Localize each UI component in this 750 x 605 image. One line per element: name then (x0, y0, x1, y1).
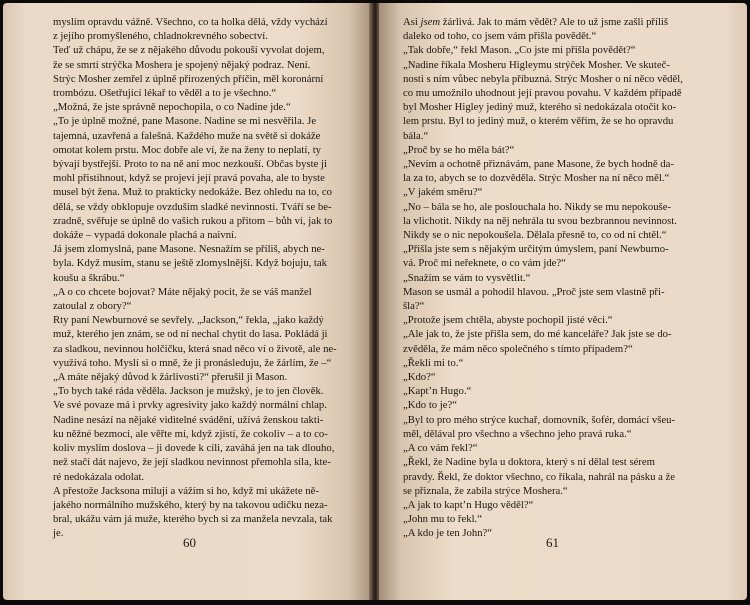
text-line: „No – bála se ho, ale poslouchala ho. Nikdy se mu nepokouše- (403, 200, 672, 213)
text-line: daleko od toho, co jsem vám přišla povědět.“ (403, 30, 597, 43)
text-line: nosti s ním vůbec nebyla příbuzná. Strýc Mosher o ní něco věděl, (403, 72, 683, 85)
text-line: než stačí dát najevo, že její sladkou nevinnost přemohla síla, kte- (53, 456, 331, 469)
text-line: la za to, abych se to dozvěděla. Strýc Mosher na ní něco měl.“ (403, 172, 670, 185)
text-line: „A máte nějaký důvod k žárlivosti?“ přerušil ji Mason. (53, 371, 288, 384)
text-line: Nadine nesází na nějaké viditelné svádění, užívá ženskou takti- (53, 413, 324, 426)
text-line: „Kdo?“ (403, 371, 436, 384)
left-page (3, 3, 371, 600)
text-line: ré nedokázala odolat. (53, 470, 145, 483)
text-line: Rty paní Newburnové se sevřely. „Jackson,“ řekla, „jako každý (53, 314, 324, 327)
text-line: Asi jsem žárlivá. Jak to mám vědět? Ale to už jsme zašli příliš (403, 16, 669, 28)
text-line: bála.“ (403, 129, 429, 142)
text-line: lem prstu. Byl to jediný muž, o kterém věřím, že se ho opravdu (403, 115, 674, 128)
text-line: „To je úplně možné, pane Masone. Nadine se mi nesvěřila. Je (53, 115, 317, 128)
right-page (379, 3, 747, 600)
text-line: „A o co chcete bojovat? Máte nějaký pocit, že se váš manžel (53, 285, 312, 298)
text-line: Nikdy se o nic nepokoušela. Dělala přesně to, co od ní chtěl.“ (403, 229, 667, 242)
left-page-number: 60 (183, 535, 196, 550)
left-page-text (53, 15, 355, 541)
text-line: „Snažím se vám to vysvětlit.“ (403, 271, 531, 284)
text-line: trombózu. Ošetřující lékař to věděl a to je všechno.“ (53, 87, 277, 100)
text-line: šla?“ (403, 300, 425, 313)
text-line: musel být žena. Muž to prakticky nedokáže. Bez ohledu na to, co (53, 186, 332, 199)
text-line: pravdy. Řekl, že doktor všechno, co říkala, nahrál na pásku a že (403, 470, 676, 483)
text-line: „Tak dobře,“ řekl Mason. „Co jste mi přišla povědět?“ (403, 44, 636, 57)
text-line: mohl přistihnout, když se projeví její pravá povaha, ale to byste (53, 172, 325, 185)
text-line: „V jakém směru?“ (403, 186, 483, 199)
text-line: je. (53, 527, 64, 540)
text-line: „A jak to kapt’n Hugo věděl?“ (403, 498, 534, 511)
text-line: Strýc Mosher zemřel z úplně přirozených příčin, měl koronární (53, 72, 324, 85)
text-line: bral, ukážu vám já muže, kterého bych si za manžela nevzala, tak (53, 513, 333, 526)
text-line: byl Mosher Higley jediný muž, kterého si nedokázala otočit ko- (403, 101, 677, 114)
text-line: „A kdo je ten John?“ (403, 527, 493, 540)
text-line: dělá, se vždy obklopuje ovzduším sladké nevinnosti. Tváří se be- (53, 200, 332, 213)
text-line: Mason se usmál a pohodil hlavou. „Proč jste sem vlastně při- (403, 285, 665, 298)
text-line: „Nevím a ochotně přiznávám, pane Masone, že bych hodně da- (403, 158, 674, 171)
text-line: „Kdo to je?“ (403, 399, 458, 412)
text-line: byla. Když musím, stanu se ještě zlomyslnější. Když bojuju, tak (53, 257, 327, 270)
text-line: bývají bystřejší. Proto to na ně ani moc nezkouší. Občas byste ji (53, 158, 327, 171)
text-line: myslím opravdu vážně. Všechno, co ta holka dělá, vždy vychází (53, 16, 328, 28)
text-line: „Ale jak to, že jste přišla sem, do mé kanceláře? Jak jste se do- (403, 328, 672, 341)
text-line: využívá toho. Myslí si o mně, že ji pronásleduju, že žárlím, že –“ (53, 356, 332, 369)
text-line: „A co vám řekl?“ (403, 442, 478, 455)
text-line: „Řekl, že Nadine byla u doktora, který s ní dělal test sérem (403, 456, 655, 469)
text-line: ku něžné bezmoci, ale věřte mi, když zjistí, že cokoliv – a to co- (53, 427, 328, 440)
text-line: jakého normálního mužského, který by na takovou udičku neza- (53, 498, 328, 511)
text-line: la vlichotit. Nikdy na něj nehrála tu svou bezbrannou nevinnost. (403, 214, 677, 227)
text-line: zatoulal z obory?“ (53, 300, 132, 313)
text-line: za sladkou, nevinnou holčičku, která snad něco ví o životě, ale ne- (53, 342, 337, 355)
text-line: A přestože Jacksona miluji a vážím si ho, když mi ukážete ně- (53, 484, 319, 497)
text-line: zvěděla, že mám něco společného s tímto případem?“ (403, 342, 633, 355)
text-line: „Nadine říkala Mosheru Higleymu strýček Mosher. Ve skuteč- (403, 58, 670, 71)
text-line: „Proč by se ho měla bát?“ (403, 143, 515, 156)
text-line: Já jsem zlomyslná, pane Masone. Nesnažím se příliš, abych ne- (53, 243, 325, 256)
text-line: koušu a škrábu.“ (53, 271, 125, 284)
text-line: koliv myslím doslova – ji dovede k cíli, zaváhá jen na tak dlouho, (53, 442, 335, 455)
right-page-number: 61 (546, 535, 559, 550)
right-page-text (403, 15, 711, 541)
text-line: omotat kolem prstu. Moc dobře ale ví, že na ženy to neplatí, ty (53, 143, 322, 156)
text-line: „Přišla jste sem s nějakým určitým úmyslem, paní Newburno- (403, 243, 669, 256)
text-line: „Řekli mi to.“ (403, 356, 464, 369)
text-line: „To bych také ráda věděla. Jackson je mužský, je to jen člověk. (53, 385, 324, 398)
text-line: „Kapt’n Hugo.“ (403, 385, 472, 398)
text-line: se přiznala, že zabila strýce Moshera.“ (403, 484, 568, 497)
text-line: „John mu to řekl.“ (403, 513, 482, 526)
text-line: že se smrtí strýčka Moshera je spojený nějaký podraz. Není. (53, 58, 311, 71)
text-line: Teď už chápu, že se z nějakého důvodu pokouší vyvolat dojem, (53, 44, 325, 57)
text-line: „Byl to pro mého strýce kuchař, domovník, šofér, domácí všeu- (403, 413, 676, 426)
text-line: muž, kterého jen znám, se od ní nechal chytit do lasa. Pokládá ji (53, 328, 328, 341)
text-line: Ve své povaze má i prvky agresivity jako každý normální chlap. (53, 399, 327, 412)
text-line: z jejího promyšleného, chladnokrevného sobectví. (53, 30, 268, 43)
text-line: měl, dělával pro všechno a všechno jeho pravá ruka.“ (403, 427, 632, 440)
text-line: co mu umožnilo uhodnout její pravou povahu. V každém případě (403, 87, 682, 100)
text-line: „Protože jsem chtěla, abyste pochopil jisté věci.“ (403, 314, 613, 327)
text-line: „Možná, že jste správně nepochopila, o co Nadine jde.“ (53, 101, 291, 114)
book-spread (3, 3, 747, 600)
text-line: dokáže – vypadá dokonale plachá a naivní. (53, 229, 237, 242)
text-line: tajemná, uzavřená a falešná. Každého muže na světě si dokáže (53, 129, 321, 142)
text-line: zradně, svěřuje se úplně do vašich rukou a přitom – bůh ví, jak to (53, 214, 333, 227)
text-line: vá. Proč mi neřeknete, o co vám jde?“ (403, 257, 566, 270)
